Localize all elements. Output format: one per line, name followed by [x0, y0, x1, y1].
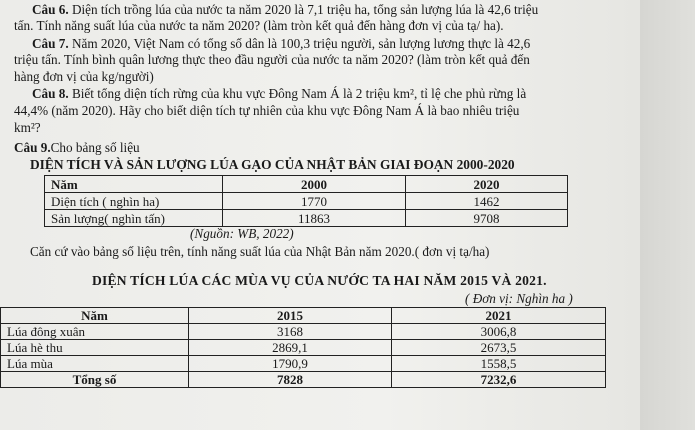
table-cell: 1790,9 — [189, 356, 392, 372]
q6-line-1: Câu 6. Diện tích trồng lúa của nước ta năm 2020 là 7,1 triệu ha, tổng sản lượng lúa là 42,6 triệu — [32, 2, 539, 17]
table-cell: Tổng số — [1, 372, 189, 388]
table-cell: Lúa mùa — [1, 356, 189, 372]
table-row — [1, 356, 606, 372]
table-cell: Diện tích ( nghìn ha) — [45, 193, 223, 210]
table-header-cell: 2021 — [392, 308, 606, 324]
table-cell: 7232,6 — [392, 372, 606, 388]
table-row — [45, 210, 568, 227]
table-header-cell: 2015 — [189, 308, 392, 324]
q9-line: Câu 9.Cho bảng số liệu — [14, 140, 140, 155]
table-header-cell: Năm — [45, 176, 223, 193]
japan-rice-table — [44, 175, 568, 227]
q9-table-title: DIỆN TÍCH VÀ SẢN LƯỢNG LÚA GẠO CỦA NHẬT BẢN GIAI ĐOẠN 2000-2020 — [30, 157, 515, 172]
table-cell: 11863 — [223, 210, 406, 227]
table-header-cell: Năm — [1, 308, 189, 324]
q8-line-3: km²? — [14, 120, 41, 135]
q7-line-3: hàng đơn vị của kg/người) — [14, 69, 154, 84]
q7-line-1: Câu 7. Năm 2020, Việt Nam có tổng số dân là 100,3 triệu người, sản lượng lương thực là 42,6 — [32, 36, 531, 51]
table-cell: 1770 — [223, 193, 406, 210]
table-row — [45, 193, 568, 210]
table-cell: 7828 — [189, 372, 392, 388]
rice-seasons-table — [0, 307, 606, 388]
table-cell: Lúa đông xuân — [1, 324, 189, 340]
table-cell: 2869,1 — [189, 340, 392, 356]
table-cell: 1558,5 — [392, 356, 606, 372]
table-header-row — [1, 308, 606, 324]
q7-line-2: triệu tấn. Tính bình quân lương thực theo đầu người của nước ta năm 2020? (làm tròn kết quả đến — [14, 52, 530, 67]
table-row — [1, 340, 606, 356]
table-cell: 3168 — [189, 324, 392, 340]
table-cell: 3006,8 — [392, 324, 606, 340]
table-cell: 2673,5 — [392, 340, 606, 356]
table-source: (Nguồn: WB, 2022) — [190, 226, 294, 241]
table-header-cell: 2020 — [406, 176, 568, 193]
q8-line-2: 44,4% (năm 2020). Hãy cho biết diện tích tự nhiên của khu vực Đông Nam Á là bao nhiêu triệu — [14, 103, 520, 118]
table-row — [1, 372, 606, 388]
table2-unit: ( Đơn vị: Nghìn ha ) — [465, 291, 573, 306]
q8-line-1: Câu 8. Biết tổng diện tích rừng của khu vực Đông Nam Á là 2 triệu km², tỉ lệ che phủ rừng là — [32, 86, 527, 101]
table2-title: DIỆN TÍCH LÚA CÁC MÙA VỤ CỦA NƯỚC TA HAI NĂM 2015 VÀ 2021. — [92, 273, 547, 288]
table-row — [1, 324, 606, 340]
table-header-row — [45, 176, 568, 193]
table-header-cell: 2000 — [223, 176, 406, 193]
table-cell: 1462 — [406, 193, 568, 210]
table-cell: Sản lượng( nghìn tấn) — [45, 210, 223, 227]
q6-line-2: tấn. Tính năng suất lúa của nước ta năm 2020? (làm tròn kết quả đến hàng đơn vị của tạ/ ha). — [14, 18, 504, 33]
table-cell: 9708 — [406, 210, 568, 227]
table-cell: Lúa hè thu — [1, 340, 189, 356]
q9-instruction: Căn cứ vào bảng số liệu trên, tính năng suất lúa của Nhật Bản năm 2020.( đơn vị tạ/ha) — [30, 244, 490, 259]
background-edge — [640, 0, 695, 430]
